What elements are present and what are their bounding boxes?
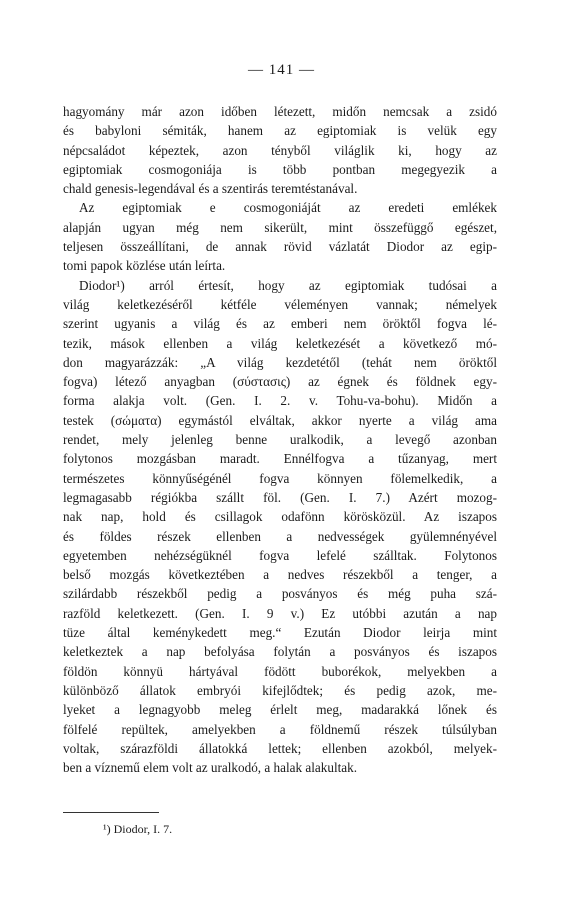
text-line: don magyarázzák: „A világ kezdetétől (tehát nem öröktől (63, 354, 497, 370)
text-line: chald genesis-legendával és a szentirás teremtéstanával. (63, 181, 358, 197)
text-line: és földes részek ellenben a nedvességek gyülemnényével (63, 528, 497, 544)
text-line: egiptomiak cosmogoniája is több pontban megegyezik a (63, 161, 497, 177)
text-line: nak nap, hold és csillagok odafönn körösközül. Az iszapos (63, 509, 497, 525)
footnote-divider (63, 812, 159, 813)
text-line: rendet, mely jelenleg benne uralkodik, a levegő azonban (63, 432, 497, 448)
paragraph-3 (63, 276, 497, 778)
text-line: keletkeztek a nap befolyása folytán a posványos és iszapos (63, 644, 497, 660)
text-line: népcsaládot képeztek, azon tényből világlik ki, hogy az (63, 142, 497, 158)
text-line: forma alakja volt. (Gen. I. 2. v. Tohu-va-bohu). Midőn a (63, 393, 497, 409)
text-line: fogva) létező anyagban (σύστασις) az égnek és földnek egy- (63, 374, 497, 390)
text-line: tezik, mások ellenben a világ keletkezését a következő mó- (63, 335, 497, 351)
text-line: természetes könnyűségénél fogva könnyen fölemelkedik, a (63, 470, 497, 486)
paragraph-1 (63, 102, 497, 198)
text-line: tüze által keménykedett meg.“ Ezután Diodor leirja mint (63, 625, 497, 641)
text-line: razföld keletkezett. (Gen. I. 9 v.) Ez utóbbi azután a nap (63, 605, 497, 621)
text-line: Diodor¹) arról értesít, hogy az egiptomiak tudósai a (79, 277, 497, 293)
text-line: világ keletkezéséről kétféle véleményen vannak; némelyek (63, 296, 497, 312)
text-line: belső mozgás következtében a nedves részekből a tenger, a (63, 567, 497, 583)
text-line: teljesen összeállítani, de annak rövid vázlatát Diodor az egip- (63, 239, 497, 255)
text-line: és babyloni sémiták, hanem az egiptomiak is velük egy (63, 123, 497, 139)
text-line: földön könnyü hártyával födött buborékok, melyekben a (63, 663, 497, 679)
text-line: különböző állatok embryói kifejlődtek; és pedig azok, me- (63, 682, 497, 698)
footnote: ¹) Diodor, I. 7. (103, 822, 173, 836)
text-line: szerint ugyanis a világ és az emberi nem öröktől fogva lé- (63, 316, 497, 332)
text-line: szilárdabb részekből pedig a posványos és még puha szá- (63, 586, 497, 602)
text-line: folytonos mozgásban maradt. Ennélfogva a tűzanyag, mert (63, 451, 497, 467)
page-number: — 141 — (248, 62, 315, 78)
text-line: alapján ugyan még nem sikerült, mint összefüggő egészet, (63, 219, 497, 235)
text-line: ben a víznemű elem volt az uralkodó, a halak alakultak. (63, 760, 358, 776)
text-line: tomi papok közlése után leírta. (63, 258, 226, 274)
text-line: Az egiptomiak e cosmogoniáját az eredeti emlékek (79, 200, 497, 216)
text-line: hagyomány már azon időben létezett, midőn nemcsak a zsidó (63, 104, 497, 119)
text-line: egyetemben nehézségüknél fogva lefelé szálltak. Folytonos (63, 547, 497, 563)
text-line: testek (σώματα) egymástól elváltak, akkor nyerte a világ ama (63, 412, 497, 428)
paragraph-2 (63, 198, 497, 275)
body-text (63, 102, 497, 777)
text-line: lyeket a legnagyobb meleg érlelt meg, madarakká lőnek és (63, 702, 497, 718)
text-line: fölfelé repültek, amelyekben a földnemű részek túlsúlyban (63, 721, 497, 737)
text-line: legmagasabb régiókba szállt föl. (Gen. I. 7.) Azért mozog- (63, 489, 497, 505)
text-line: voltak, szárazföldi állatokká lettek; ellenben azokból, melyek- (63, 740, 497, 756)
